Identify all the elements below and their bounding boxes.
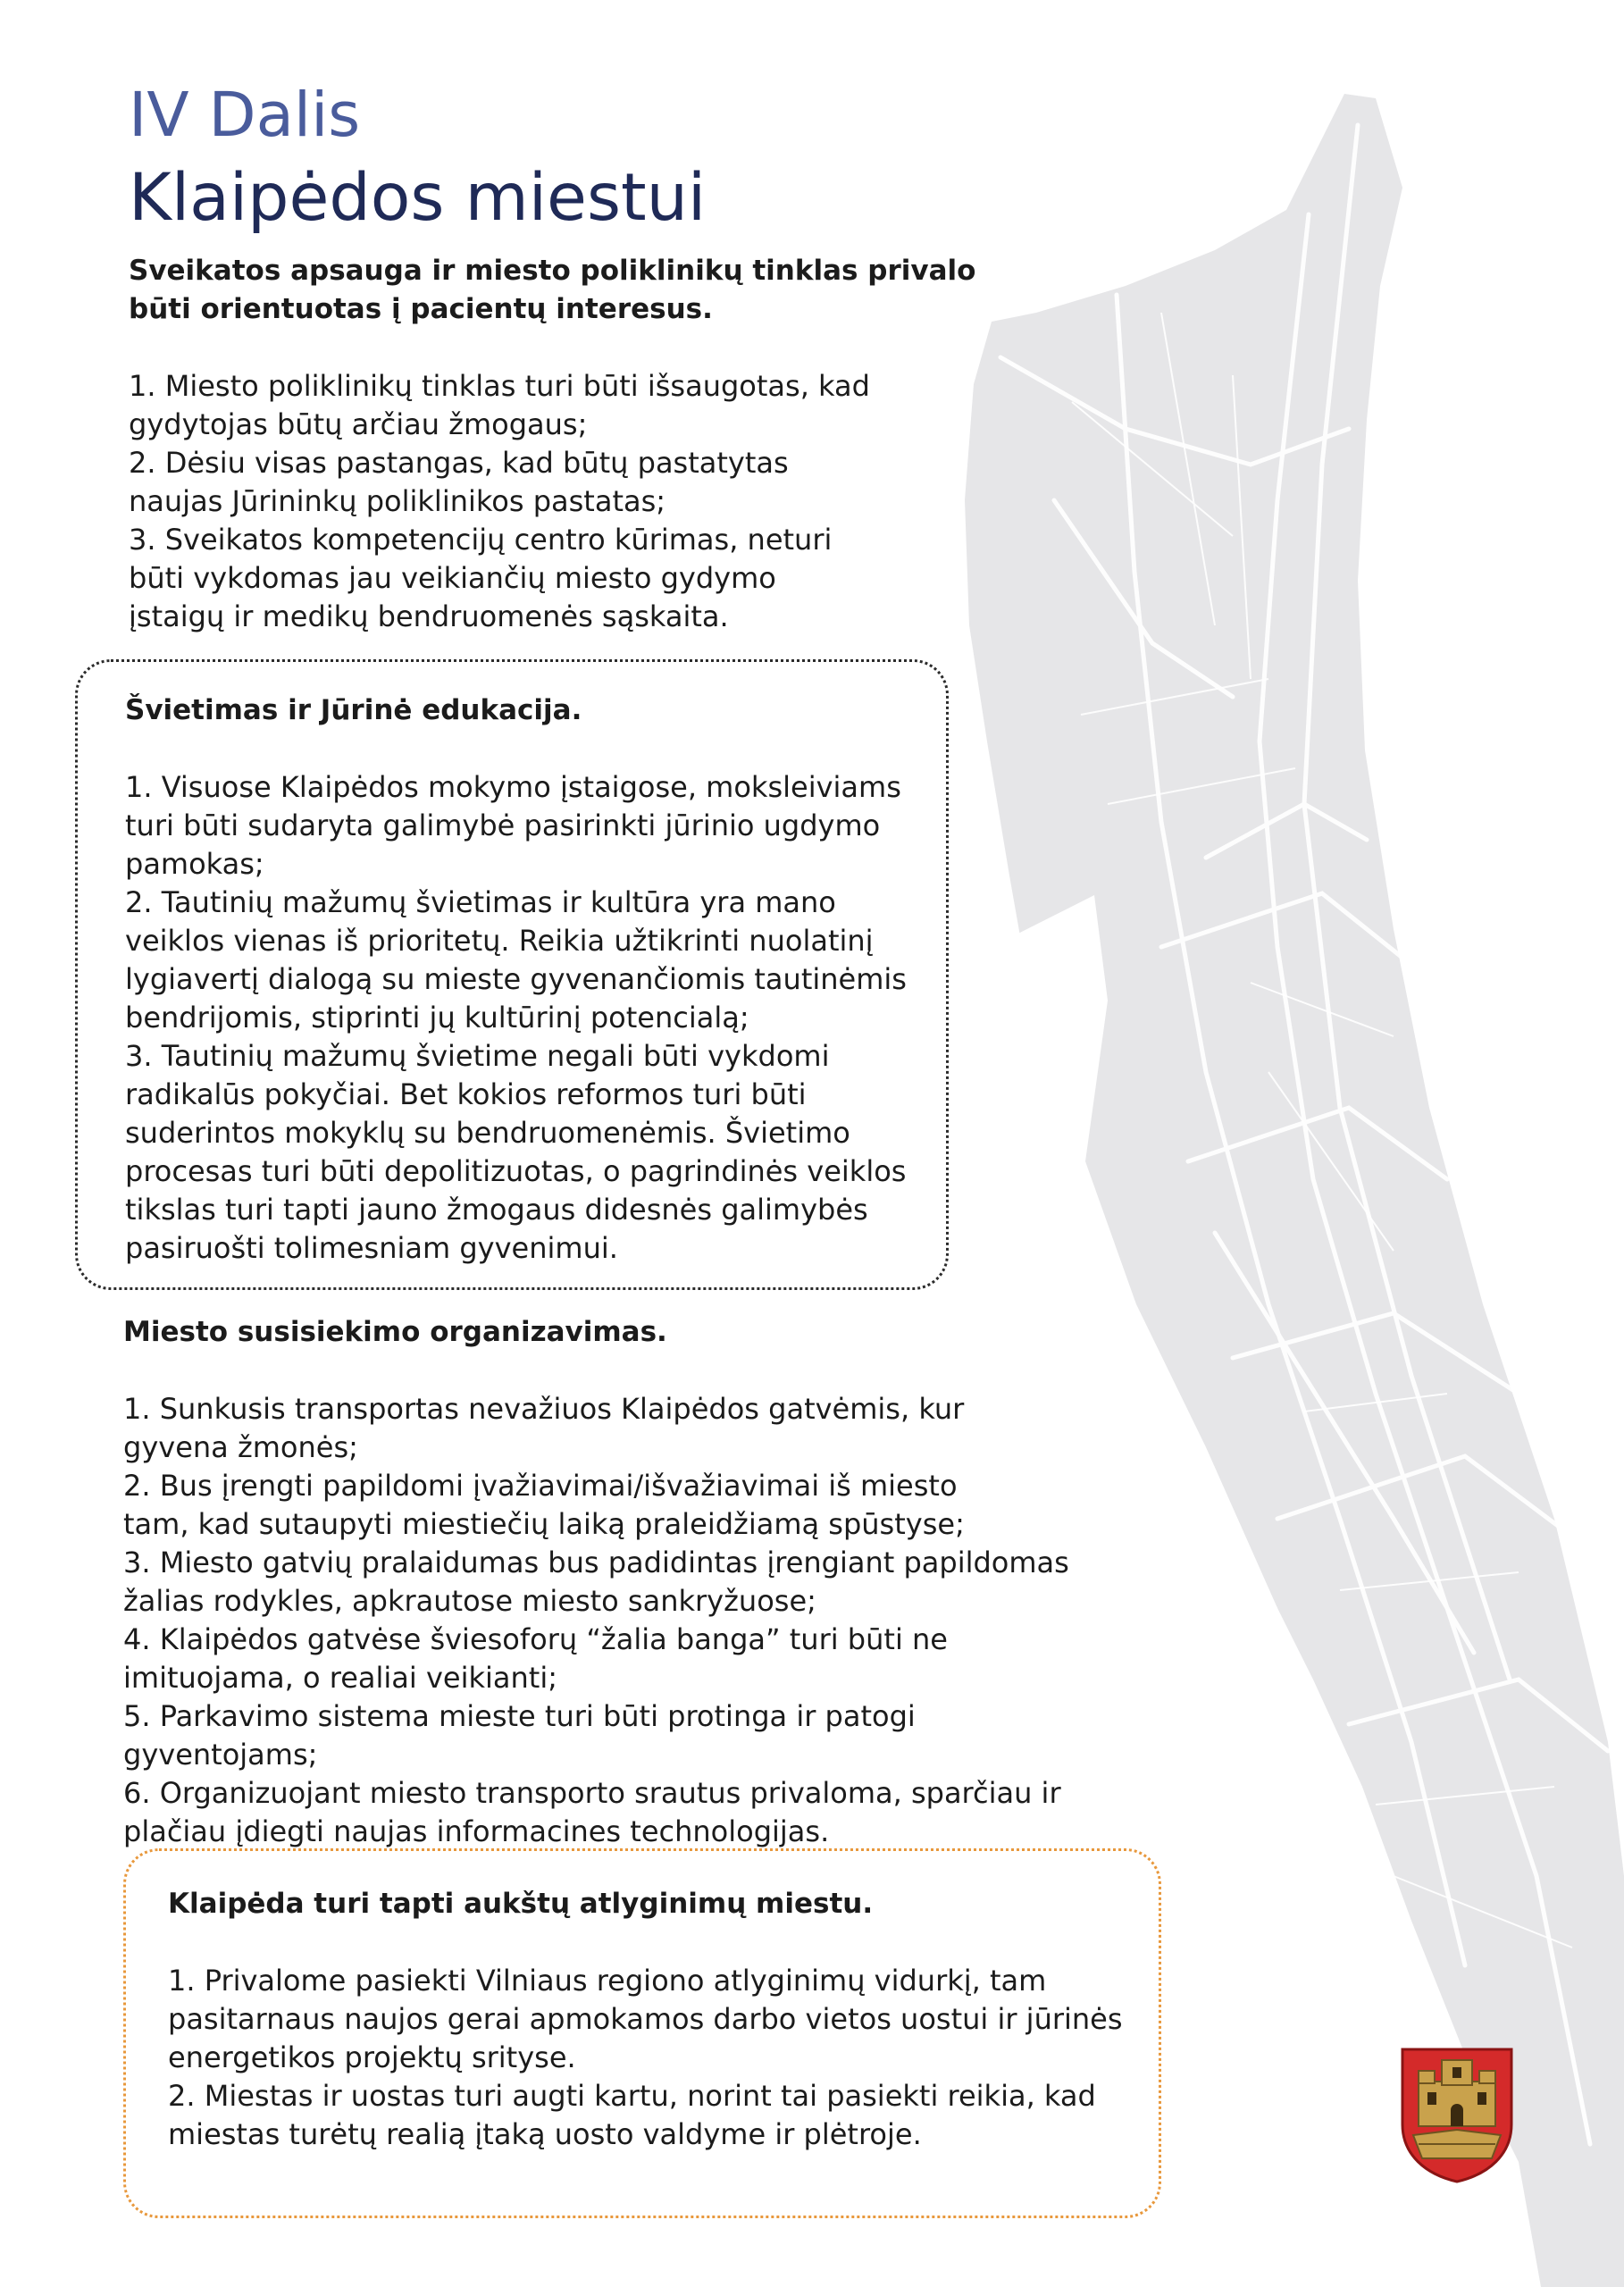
part-title: IV Dalis xyxy=(129,80,361,151)
transport-heading: Miesto susisiekimo organizavimas. xyxy=(123,1316,667,1348)
education-section xyxy=(125,691,911,1268)
list-item: 4. Klaipėdos gatvėse šviesoforų “žalia banga” turi būti ne imituojama, o realiai veikianti; xyxy=(123,1622,948,1695)
transport-section xyxy=(123,1313,1106,1851)
health-section xyxy=(129,252,977,636)
health-heading-line1: Sveikatos apsauga ir miesto poliklinikų tinklas privalo xyxy=(129,255,976,287)
list-item: 2. Tautinių mažumų švietimas ir kultūra yra mano veiklos vienas iš prioritetų. Reikia užtikrinti nuolatinį lygiavertį dialogą su mieste gyvenančiomis tautinėmis bendrijomis, stiprinti jų kultūrinį potencialą; xyxy=(125,885,907,1035)
list-item: 1. Visuose Klaipėdos mokymo įstaigose, moksleiviams turi būti sudaryta galimybė pasirinkti jūrinio ugdymo pamokas; xyxy=(125,770,901,881)
health-list xyxy=(129,367,870,636)
wages-section xyxy=(168,1885,1124,2154)
list-item: 1. Sunkusis transportas nevažiuos Klaipėdos gatvėmis, kur gyvena žmonės; xyxy=(123,1392,965,1464)
list-item: 2. Dėsiu visas pastangas, kad būtų pastatytas naujas Jūrininkų poliklinikos pastatas; xyxy=(129,446,789,518)
wages-heading: Klaipėda turi tapti aukštų atlyginimų miestu. xyxy=(168,1888,874,1920)
crest-icon xyxy=(1399,2046,1515,2183)
list-item: 1. Miesto poliklinikų tinklas turi būti išsaugotas, kad gydytojas būtų arčiau žmogaus; xyxy=(129,369,870,441)
list-item: 6. Organizuojant miesto transporto srautus privaloma, sparčiau ir plačiau įdiegti naujas informacines technologijas. xyxy=(123,1776,1061,1848)
list-item: 3. Tautinių mažumų švietime negali būti vykdomi radikalūs pokyčiai. Bet kokios reformos turi būti suderintos mokyklų su bendruomenėmis. Švietimo procesas turi būti depolitizuotas, o pagrindinės veiklos tikslas turi tapti jauno žmogaus didesnės galimybės pasiruošti tolimesniam gyvenimui. xyxy=(125,1039,907,1265)
education-heading: Švietimas ir Jūrinė edukacija. xyxy=(125,694,582,726)
list-item: 3. Sveikatos kompetencijų centro kūrimas, neturi būti vykdomas jau veikiančių miesto gydymo įstaigų ir medikų bendruomenės sąskaita. xyxy=(129,523,833,633)
list-item: 3. Miesto gatvių pralaidumas bus padidintas įrengiant papildomas žalias rodykles, apkrautose miesto sankryžuose; xyxy=(123,1546,1069,1618)
health-heading xyxy=(129,252,977,329)
health-heading-line2: būti orientuotas į pacientų interesus. xyxy=(129,293,713,325)
list-item: 5. Parkavimo sistema mieste turi būti protinga ir patogi gyventojams; xyxy=(123,1699,916,1772)
list-item: 2. Bus įrengti papildomi įvažiavimai/išvažiavimai iš miesto tam, kad sutaupyti miestiečių laiką praleidžiamą spūstyse; xyxy=(123,1469,965,1541)
education-list xyxy=(125,768,911,1268)
list-item: 2. Miestas ir uostas turi augti kartu, norint tai pasiekti reikia, kad miestas turėtų realią įtaką uosto valdyme ir plėtroje. xyxy=(168,2079,1096,2151)
list-item: 1. Privalome pasiekti Vilniaus regiono atlyginimų vidurkį, tam pasitarnaus naujos gerai apmokamos darbo vietos uostui ir jūrinės energetikos projektų srityse. xyxy=(168,1964,1123,2074)
wages-list xyxy=(168,1962,1124,2154)
page-title: Klaipėdos miestui xyxy=(129,160,707,236)
transport-list xyxy=(123,1390,1106,1851)
